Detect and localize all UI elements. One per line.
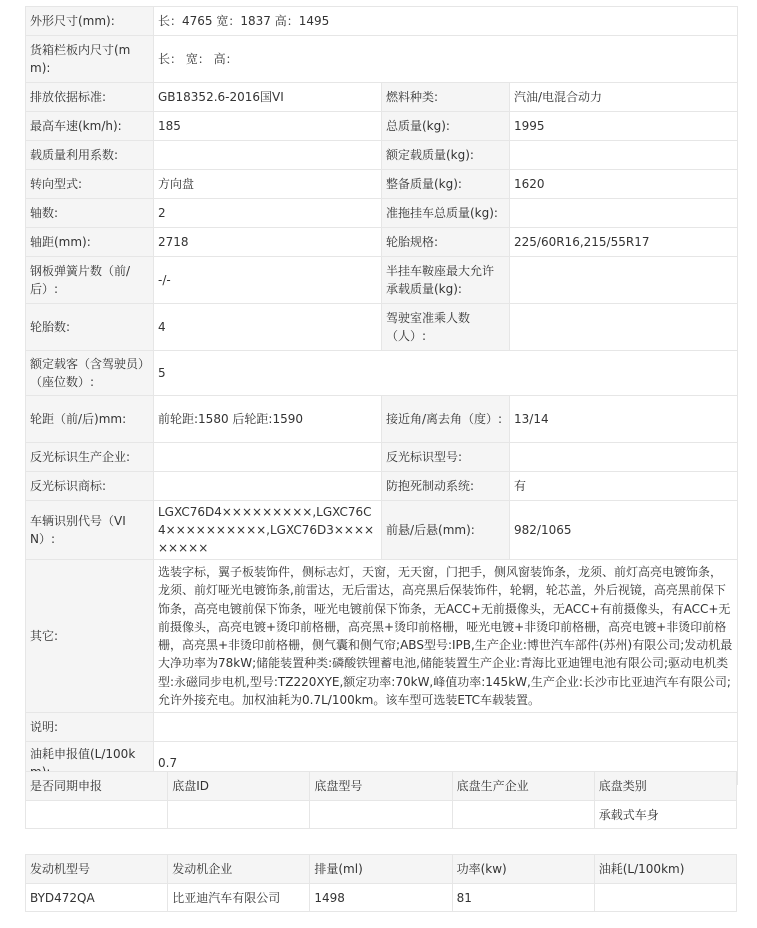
engine-value-cell: 81 — [452, 884, 594, 912]
value-reflector-maker — [154, 443, 382, 472]
chassis-header-cell: 底盘型号 — [310, 772, 452, 801]
label-curb-mass: 整备质量(kg): — [382, 170, 510, 199]
label-reflector-model: 反光标识型号: — [382, 443, 510, 472]
label-tire-count: 轮胎数: — [26, 304, 154, 351]
label-gross-mass: 总质量(kg): — [382, 112, 510, 141]
value-track: 前轮距:1580 后轮距:1590 — [154, 396, 382, 443]
chassis-header-cell: 底盘生产企业 — [452, 772, 594, 801]
engine-data-row — [26, 884, 737, 912]
chassis-header-cell: 是否同期申报 — [26, 772, 168, 801]
label-trailer-mass: 准拖挂车总质量(kg): — [382, 199, 510, 228]
label-steering: 转向型式: — [26, 170, 154, 199]
value-gross-mass: 1995 — [510, 112, 738, 141]
value-curb-mass: 1620 — [510, 170, 738, 199]
spec-row — [26, 472, 738, 501]
value-vin: LGXC76D4×××××××××,LGXC76C4××××××××××,LGXC76D3××××××××× — [154, 501, 382, 560]
label-rated-load: 额定载质量(kg): — [382, 141, 510, 170]
label-reflector-brand: 反光标识商标: — [26, 472, 154, 501]
value-max-speed: 185 — [154, 112, 382, 141]
chassis-table — [25, 771, 737, 829]
value-cargo-box: 长： 宽： 高： — [154, 36, 738, 83]
engine-header-cell: 油耗(L/100km) — [594, 855, 736, 884]
label-seats: 额定载客（含驾驶员）（座位数）: — [26, 351, 154, 396]
chassis-header-cell: 底盘类别 — [594, 772, 736, 801]
value-axles: 2 — [154, 199, 382, 228]
spec-row-note — [26, 713, 738, 742]
label-cab-capacity: 驾驶室准乘人数（人）: — [382, 304, 510, 351]
value-dimensions: 长：4765 宽：1837 高：1495 — [154, 7, 738, 36]
engine-value-cell: 比亚迪汽车有限公司 — [168, 884, 310, 912]
value-other: 选装字标，翼子板装饰件，侧标志灯，天窗，无天窗，门把手，侧风窗装饰条，龙须、前灯高亮电镀饰条，龙须、前灯哑光电镀饰条,前雷达，无后雷达，高亮黑后保装饰件，轮辋，轮芯盖，外后视镜，高亮黑前保下饰条，高亮电镀前保下饰条，哑光电镀前保下饰条，无ACC+无前摄像头，无ACC+有前摄像头，有ACC+无前摄像头，高亮电镀+烫印前格栅，高亮黑+烫印前格栅，哑光电镀+非烫印前格栅，高亮电镀+非烫印前格栅，高亮黑+非烫印前格栅，侧气囊和侧气帘;ABS型号:IPB,生产企业:博世汽车部件(苏州)有限公司;发动机最大净功率为78kW;储能装置种类:磷酸铁锂蓄电池,储能装置生产企业:青海比亚迪锂电池有限公司;驱动电机类型:永磁同步电机,型号:TZ220XYE,额定功率:70kW,峰值功率:145kW,生产企业:长沙市比亚迪汽车有限公司;允许外接充电。加权油耗为0.7L/100km。该车型可选装ETC车载装置。 — [154, 560, 738, 713]
spec-row — [26, 501, 738, 560]
value-approach-departure: 13/14 — [510, 396, 738, 443]
label-wheelbase: 轴距(mm): — [26, 228, 154, 257]
chassis-header-row — [26, 772, 737, 801]
label-load-factor: 载质量利用系数: — [26, 141, 154, 170]
value-saddle-load — [510, 257, 738, 304]
value-tire-spec: 225/60R16,215/55R17 — [510, 228, 738, 257]
chassis-header-cell: 底盘ID — [168, 772, 310, 801]
spec-row-cargo-box — [26, 36, 738, 83]
value-wheelbase: 2718 — [154, 228, 382, 257]
value-abs: 有 — [510, 472, 738, 501]
value-reflector-model — [510, 443, 738, 472]
value-load-factor — [154, 141, 382, 170]
spec-row — [26, 112, 738, 141]
label-fuel-type: 燃料种类: — [382, 83, 510, 112]
chassis-data-row — [26, 801, 737, 829]
spec-row-dimensions — [26, 7, 738, 36]
spec-row — [26, 83, 738, 112]
value-cab-capacity — [510, 304, 738, 351]
label-overhang: 前悬/后悬(mm): — [382, 501, 510, 560]
spec-row — [26, 170, 738, 199]
spec-row — [26, 304, 738, 351]
spec-row-other — [26, 560, 738, 713]
chassis-value-cell — [26, 801, 168, 829]
label-track: 轮距（前/后)mm: — [26, 396, 154, 443]
label-cargo-box: 货箱栏板内尺寸(mm): — [26, 36, 154, 83]
value-rated-load — [510, 141, 738, 170]
label-axles: 轴数: — [26, 199, 154, 228]
label-max-speed: 最高车速(km/h): — [26, 112, 154, 141]
spec-table — [25, 6, 738, 785]
label-reflector-maker: 反光标识生产企业: — [26, 443, 154, 472]
label-approach-departure: 接近角/离去角（度）: — [382, 396, 510, 443]
label-fuel-consumption: 油耗申报值(L/100k — [26, 742, 154, 785]
spec-row — [26, 396, 738, 443]
engine-header-cell: 功率(kw) — [452, 855, 594, 884]
label-leaf-springs: 钢板弹簧片数（前/后）: — [26, 257, 154, 304]
value-steering: 方向盘 — [154, 170, 382, 199]
label-emission-standard: 排放依据标准: — [26, 83, 154, 112]
label-abs: 防抱死制动系统: — [382, 472, 510, 501]
spec-row — [26, 257, 738, 304]
value-leaf-springs: -/- — [154, 257, 382, 304]
value-trailer-mass — [510, 199, 738, 228]
chassis-value-cell: 承载式车身 — [594, 801, 736, 829]
engine-value-cell: 1498 — [310, 884, 452, 912]
value-fuel-consumption: 0.7 — [154, 742, 738, 785]
value-tire-count: 4 — [154, 304, 382, 351]
value-reflector-brand — [154, 472, 382, 501]
value-fuel-type: 汽油/电混合动力 — [510, 83, 738, 112]
spec-row-seats — [26, 351, 738, 396]
engine-header-row — [26, 855, 737, 884]
value-note — [154, 713, 738, 742]
chassis-value-cell — [310, 801, 452, 829]
engine-value-cell — [594, 884, 736, 912]
engine-header-cell: 发动机型号 — [26, 855, 168, 884]
engine-header-cell: 发动机企业 — [168, 855, 310, 884]
label-other: 其它: — [26, 560, 154, 713]
spec-row — [26, 443, 738, 472]
value-seats: 5 — [154, 351, 738, 396]
spec-row — [26, 141, 738, 170]
engine-value-cell: BYD472QA — [26, 884, 168, 912]
label-tire-spec: 轮胎规格: — [382, 228, 510, 257]
spec-row — [26, 228, 738, 257]
value-emission-standard: GB18352.6-2016国VI — [154, 83, 382, 112]
label-saddle-load: 半挂车鞍座最大允许承载质量(kg): — [382, 257, 510, 304]
chassis-value-cell — [168, 801, 310, 829]
label-dimensions: 外形尺寸(mm): — [26, 7, 154, 36]
label-vin: 车辆识别代号（VIN）: — [26, 501, 154, 560]
engine-header-cell: 排量(ml) — [310, 855, 452, 884]
value-overhang: 982/1065 — [510, 501, 738, 560]
chassis-value-cell — [452, 801, 594, 829]
engine-table — [25, 854, 737, 912]
label-note: 说明: — [26, 713, 154, 742]
spec-row — [26, 199, 738, 228]
